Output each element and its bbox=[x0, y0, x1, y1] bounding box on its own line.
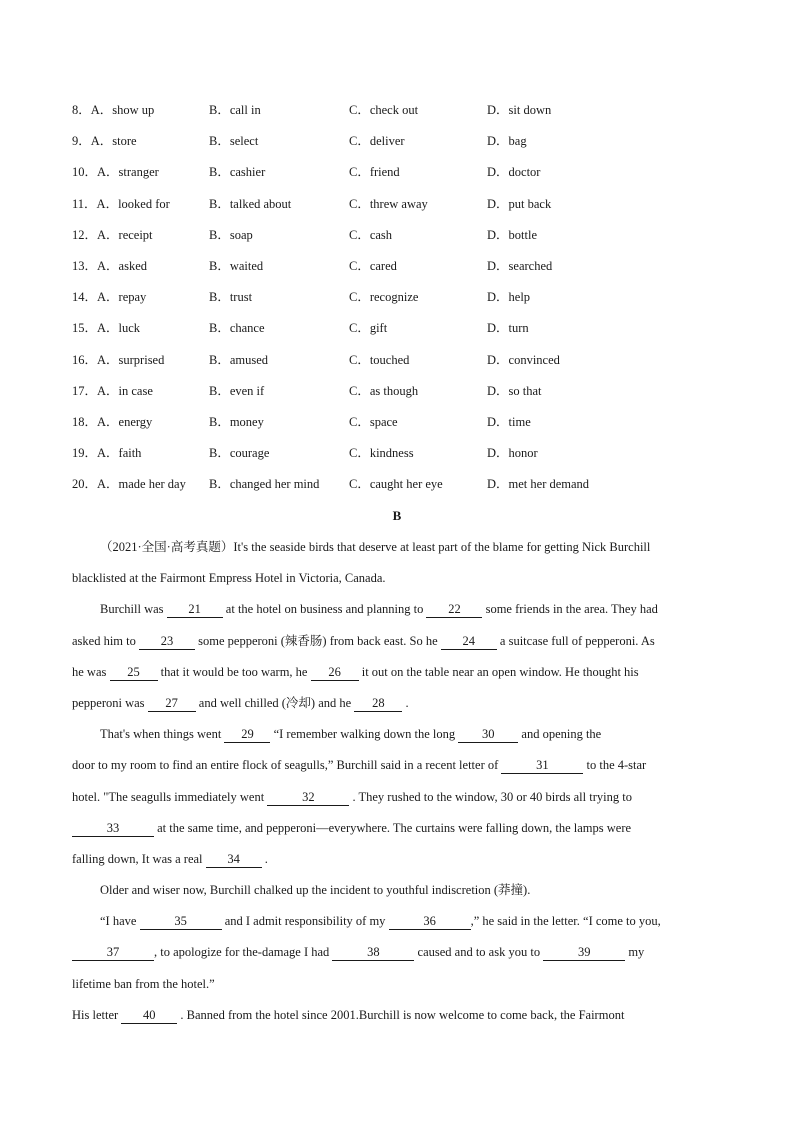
option-b: B．changed her mind bbox=[209, 477, 320, 492]
answer-options bbox=[72, 101, 732, 506]
passage-text: and well chilled (冷却) and he bbox=[195, 695, 355, 710]
passage-text: some friends in the area. They had bbox=[482, 602, 658, 617]
blank-30: 30 bbox=[458, 727, 518, 743]
option-a: 18．A．energy bbox=[72, 414, 153, 429]
passage-text: . Banned from the hotel since 2001.Burchill is now welcome to come back, the Fairmont bbox=[177, 1007, 625, 1022]
option-d: D．bottle bbox=[487, 227, 537, 242]
passage-text: door to my room to find an entire flock of seagulls,” Burchill said in a recent letter of bbox=[72, 758, 502, 773]
passage-text: he was bbox=[72, 664, 110, 679]
reading-passage bbox=[72, 538, 712, 1037]
passage-line bbox=[72, 850, 712, 881]
passage-line bbox=[72, 694, 712, 725]
option-b: B．waited bbox=[209, 258, 264, 273]
passage-line bbox=[72, 569, 712, 600]
option-row bbox=[72, 101, 732, 132]
option-b: B．talked about bbox=[209, 196, 292, 211]
option-b: B．soap bbox=[209, 227, 253, 242]
option-d: D．time bbox=[487, 414, 531, 429]
blank-32: 32 bbox=[267, 790, 349, 806]
option-a: 16．A．surprised bbox=[72, 352, 165, 367]
option-b: B．select bbox=[209, 134, 259, 149]
passage-text: . They rushed to the window, 30 or 40 birds all trying to bbox=[349, 789, 632, 804]
option-row bbox=[72, 475, 732, 506]
option-a: 10．A．stranger bbox=[72, 165, 159, 180]
option-d: D．so that bbox=[487, 383, 542, 398]
passage-line bbox=[72, 663, 712, 694]
passage-text: . bbox=[402, 695, 409, 710]
passage-line bbox=[72, 756, 712, 787]
passage-line bbox=[72, 819, 712, 850]
option-c: C．cash bbox=[349, 227, 393, 242]
option-row bbox=[72, 163, 732, 194]
option-b: B．call in bbox=[209, 103, 261, 117]
blank-24: 24 bbox=[441, 634, 497, 650]
option-b: B．cashier bbox=[209, 165, 266, 180]
passage-text: at the same time, and pepperoni—everywhere. The curtains were falling down, the lamps were bbox=[154, 820, 632, 835]
passage-text: （2021·全国·高考真题）It's the seaside birds that deserve at least part of the blame for getting Nick Burchill bbox=[100, 540, 651, 554]
option-row bbox=[72, 444, 732, 475]
passage-text: His letter bbox=[72, 1007, 122, 1022]
passage-text: lifetime ban from the hotel.” bbox=[72, 976, 215, 991]
passage-text: falling down, It was a real bbox=[72, 851, 206, 866]
option-a: 12．A．receipt bbox=[72, 227, 153, 242]
passage-line bbox=[72, 881, 712, 912]
passage-line bbox=[72, 1006, 712, 1037]
option-a: 19．A．faith bbox=[72, 446, 142, 461]
blank-39: 39 bbox=[543, 945, 625, 961]
option-a: 15．A．luck bbox=[72, 321, 141, 336]
passage-line bbox=[72, 600, 712, 631]
passage-line bbox=[72, 912, 712, 943]
option-b: B．even if bbox=[209, 383, 265, 398]
passage-text: blacklisted at the Fairmont Empress Hotel in Victoria, Canada. bbox=[72, 571, 386, 586]
passage-text: asked him to bbox=[72, 633, 140, 648]
option-c: C．as though bbox=[349, 383, 419, 398]
blank-37: 37 bbox=[72, 945, 154, 961]
passage-text: ,” he said in the letter. “I come to you, bbox=[470, 914, 661, 929]
blank-35: 35 bbox=[140, 914, 222, 930]
option-a: 20．A．made her day bbox=[72, 477, 186, 492]
option-b: B．trust bbox=[209, 290, 253, 305]
option-a: 17．A．in case bbox=[72, 383, 153, 398]
option-row bbox=[72, 257, 732, 288]
blank-23: 23 bbox=[139, 634, 195, 650]
option-row bbox=[72, 226, 732, 257]
option-d: D．honor bbox=[487, 446, 538, 461]
option-row bbox=[72, 288, 732, 319]
blank-40: 40 bbox=[121, 1008, 177, 1024]
passage-text: some pepperoni (辣香肠) from back east. So he bbox=[195, 633, 441, 648]
passage-text: That's when things went bbox=[100, 727, 225, 742]
passage-text: that it would be too warm, he bbox=[157, 664, 311, 679]
option-a: 9．A．store bbox=[72, 134, 137, 149]
option-b: B．money bbox=[209, 414, 264, 429]
option-row bbox=[72, 132, 732, 163]
option-c: C．friend bbox=[349, 165, 400, 180]
option-d: D．turn bbox=[487, 321, 529, 336]
passage-text: Older and wiser now, Burchill chalked up the incident to youthful indiscretion (莽撞). bbox=[100, 883, 531, 898]
passage-text: caused and to ask you to bbox=[414, 945, 544, 960]
passage-line bbox=[72, 788, 712, 819]
option-d: D．help bbox=[487, 290, 531, 305]
option-c: C．kindness bbox=[349, 446, 414, 461]
blank-25: 25 bbox=[110, 665, 158, 681]
option-c: C．check out bbox=[349, 103, 419, 117]
passage-text: hotel. "The seagulls immediately went bbox=[72, 789, 268, 804]
passage-line bbox=[72, 538, 712, 569]
blank-29: 29 bbox=[224, 727, 270, 743]
passage-text: it out on the table near an open window. He thought his bbox=[358, 664, 639, 679]
option-b: B．amused bbox=[209, 352, 269, 367]
option-row bbox=[72, 195, 732, 226]
option-c: C．recognize bbox=[349, 290, 419, 305]
option-c: C．gift bbox=[349, 321, 388, 336]
option-row bbox=[72, 382, 732, 413]
option-c: C．deliver bbox=[349, 134, 405, 149]
passage-line bbox=[72, 725, 712, 756]
option-d: D．convinced bbox=[487, 352, 560, 367]
option-row bbox=[72, 351, 732, 382]
passage-text: pepperoni was bbox=[72, 695, 148, 710]
option-b: B．courage bbox=[209, 446, 270, 461]
blank-22: 22 bbox=[426, 602, 482, 618]
passage-text: my bbox=[625, 945, 645, 960]
blank-36: 36 bbox=[389, 914, 471, 930]
option-a: 11．A．looked for bbox=[72, 196, 170, 211]
option-c: C．cared bbox=[349, 258, 397, 273]
option-d: D．searched bbox=[487, 258, 553, 273]
blank-26: 26 bbox=[311, 665, 359, 681]
option-d: D．bag bbox=[487, 134, 527, 149]
option-row bbox=[72, 319, 732, 350]
option-c: C．threw away bbox=[349, 196, 428, 211]
passage-text: , to apologize for the-damage I had bbox=[154, 945, 333, 960]
option-a: 8．A．show up bbox=[72, 103, 155, 117]
passage-text: to the 4-star bbox=[583, 758, 647, 773]
passage-line bbox=[72, 632, 712, 663]
blank-31: 31 bbox=[501, 758, 583, 774]
section-title: B bbox=[392, 508, 402, 523]
option-c: C．space bbox=[349, 414, 398, 429]
passage-text: “I remember walking down the long bbox=[270, 727, 459, 742]
passage-text: Burchill was bbox=[100, 602, 167, 617]
blank-33: 33 bbox=[72, 821, 154, 837]
option-a: 14．A．repay bbox=[72, 290, 147, 305]
option-c: C．touched bbox=[349, 352, 410, 367]
passage-text: . bbox=[261, 851, 268, 866]
option-d: D．sit down bbox=[487, 103, 552, 117]
passage-line bbox=[72, 943, 712, 974]
blank-21: 21 bbox=[167, 602, 223, 618]
option-d: D．met her demand bbox=[487, 477, 590, 492]
passage-text: at the hotel on business and planning to bbox=[222, 602, 427, 617]
passage-text: a suitcase full of pepperoni. As bbox=[496, 633, 655, 648]
passage-line bbox=[72, 975, 712, 1006]
blank-27: 27 bbox=[148, 696, 196, 712]
passage-text: “I have bbox=[100, 914, 140, 929]
blank-38: 38 bbox=[332, 945, 414, 961]
blank-34: 34 bbox=[206, 852, 262, 868]
option-a: 13．A．asked bbox=[72, 258, 147, 273]
option-d: D．put back bbox=[487, 196, 552, 211]
blank-28: 28 bbox=[354, 696, 402, 712]
passage-text: and opening the bbox=[518, 727, 602, 742]
option-c: C．caught her eye bbox=[349, 477, 443, 492]
passage-text: and I admit responsibility of my bbox=[221, 914, 389, 929]
option-d: D．doctor bbox=[487, 165, 541, 180]
option-row bbox=[72, 413, 732, 444]
option-b: B．chance bbox=[209, 321, 265, 336]
